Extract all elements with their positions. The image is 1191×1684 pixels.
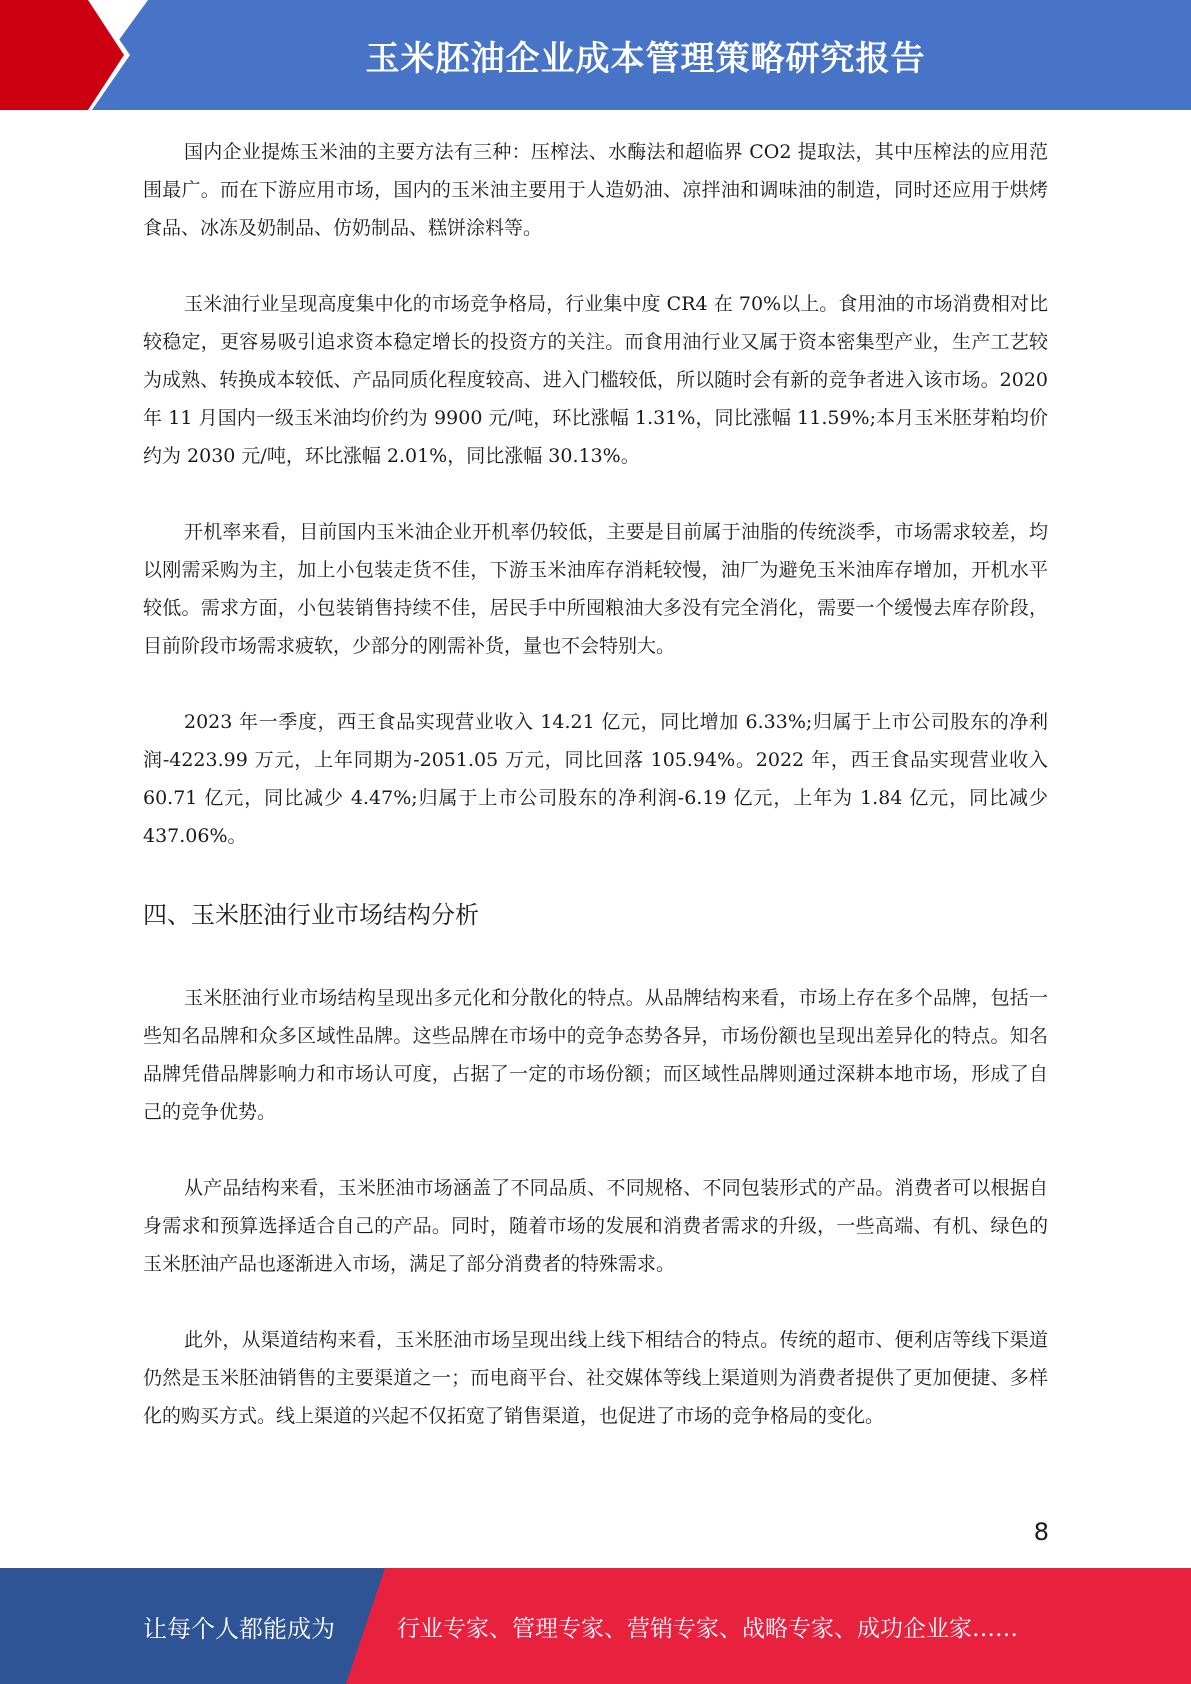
paragraph-operating-rate: 开机率来看，目前国内玉米油企业开机率仍较低，主要是目前属于油脂的传统淡季，市场需求较差，均以刚需采购为主，加上小包装走货不佳，下游玉米油库存消耗较慢，油厂为避免玉米油库存增加，开机水平较低。需求方面，小包装销售持续不佳，居民手中所囤粮油大多没有完全消化，需要一个缓慢去库存阶段，目前阶段市场需求疲软，少部分的刚需补货，量也不会特别大。	[143, 521, 1048, 657]
footer-slogan-right: 行业专家、管理专家、营销专家、战略专家、成功企业家……	[397, 1615, 1018, 1642]
paragraph-channel-structure: 此外，从渠道结构来看，玉米胚油市场呈现出线上线下相结合的特点。传统的超市、便利店等线下渠道仍然是玉米胚油销售的主要渠道之一；而电商平台、社交媒体等线上渠道则为消费者提供了更加便捷、多样化的购买方式。线上渠道的兴起不仅拓宽了销售渠道，也促进了市场的竞争格局的变化。	[143, 1329, 1048, 1427]
document-body	[143, 133, 1048, 1435]
header-arrow-decoration	[0, 0, 160, 110]
page-footer	[0, 1568, 1191, 1684]
paragraph-xiwang-results: 2023 年一季度，西王食品实现营业收入 14.21 亿元，同比增加 6.33%;归属于上市公司股东的净利润-4223.99 万元，上年同期为-2051.05 万元，同比回落 105.94%。2022 年，西王食品实现营业收入 60.71 亿元，同比减少 4.47%;归属于上市公司股东的净利润-6.19 亿元，上年为 1.84 亿元，同比减少 437.06%。	[143, 711, 1048, 847]
paragraph-product-structure: 从产品结构来看，玉米胚油市场涵盖了不同品质、不同规格、不同包装形式的产品。消费者可以根据自身需求和预算选择适合自己的产品。同时，随着市场的发展和消费者需求的升级，一些高端、有机、绿色的玉米胚油产品也逐渐进入市场，满足了部分消费者的特殊需求。	[143, 1177, 1048, 1275]
paragraph-market-concentration: 玉米油行业呈现高度集中化的市场竞争格局，行业集中度 CR4 在 70%以上。食用油的市场消费相对比较稳定，更容易吸引追求资本稳定增长的投资方的关注。而食用油行业又属于资本密集型产业，生产工艺较为成熟、转换成本较低、产品同质化程度较高、进入门槛较低，所以随时会有新的竞争者进入该市场。2020 年 11 月国内一级玉米油均价约为 9900 元/吨，环比涨幅 1.31%，同比涨幅 11.59%;本月玉米胚芽粕均价约为 2030 元/吨，环比涨幅 2.01%，同比涨幅 30.13%。	[143, 293, 1048, 467]
section-heading: 四、玉米胚油行业市场结构分析	[143, 901, 479, 929]
paragraph-extraction-methods: 国内企业提炼玉米油的主要方法有三种：压榨法、水酶法和超临界 CO2 提取法，其中压榨法的应用范围最广。而在下游应用市场，国内的玉米油主要用于人造奶油、凉拌油和调味油的制造，同时还应用于烘烤食品、冰冻及奶制品、仿奶制品、糕饼涂料等。	[143, 141, 1048, 239]
footer-slogan-left: 让每个人都能成为	[143, 1614, 335, 1643]
page-number: 8	[1033, 1518, 1049, 1546]
document-title: 玉米胚油企业成本管理策略研究报告	[365, 38, 926, 79]
paragraph-brand-structure: 玉米胚油行业市场结构呈现出多元化和分散化的特点。从品牌结构来看，市场上存在多个品牌，包括一些知名品牌和众多区域性品牌。这些品牌在市场中的竞争态势各异，市场份额也呈现出差异化的特点。知名品牌凭借品牌影响力和市场认可度，占据了一定的市场份额；而区域性品牌则通过深耕本地市场，形成了自己的竞争优势。	[143, 987, 1048, 1123]
page-header	[0, 0, 1191, 110]
